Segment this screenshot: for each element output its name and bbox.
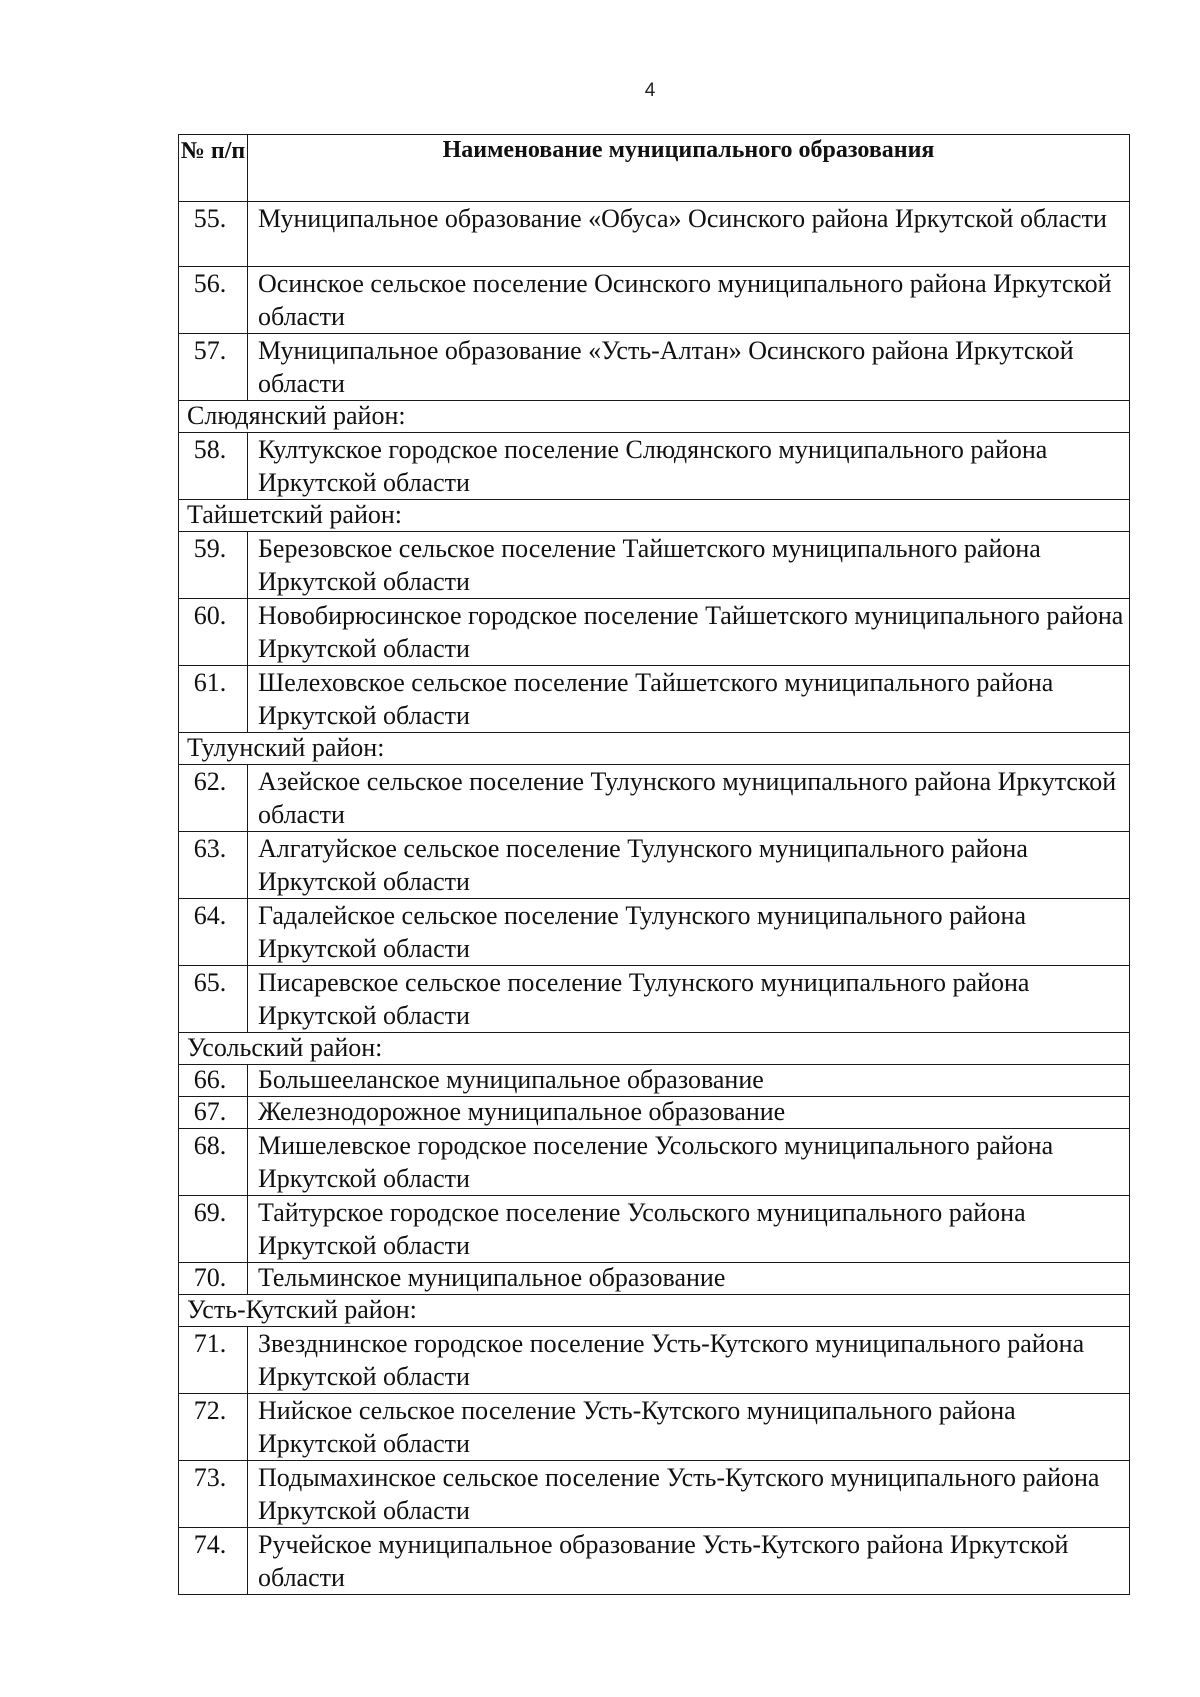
table-row <box>179 1461 1130 1528</box>
table-row <box>179 1528 1130 1595</box>
row-number: 67. <box>179 1097 248 1129</box>
municipality-name: Подымахинское сельское поселение Усть-Кутского муниципального района Иркутской области <box>248 1461 1130 1528</box>
table-row <box>179 1394 1130 1461</box>
municipalities-table <box>178 134 1130 1595</box>
district-row <box>179 500 1130 532</box>
row-number: 57. <box>179 334 248 401</box>
municipality-name: Шелеховское сельское поселение Тайшетского муниципального района Иркутской области <box>248 666 1130 733</box>
district-row <box>179 1033 1130 1065</box>
table-body <box>179 202 1130 1595</box>
row-number: 60. <box>179 599 248 666</box>
municipality-name: Ручейское муниципальное образование Усть-Кутского района Иркутской области <box>248 1528 1130 1595</box>
municipality-name: Писаревское сельское поселение Тулунского муниципального района Иркутской области <box>248 966 1130 1033</box>
row-number: 66. <box>179 1065 248 1097</box>
municipality-name: Железнодорожное муниципальное образование <box>248 1097 1130 1129</box>
table-row <box>179 1065 1130 1097</box>
municipality-name: Осинское сельское поселение Осинского муниципального района Иркутской области <box>248 267 1130 334</box>
row-number: 65. <box>179 966 248 1033</box>
table-row <box>179 267 1130 334</box>
row-number: 58. <box>179 433 248 500</box>
table-row <box>179 433 1130 500</box>
row-number: 68. <box>179 1129 248 1196</box>
table-row <box>179 1327 1130 1394</box>
table-row <box>179 832 1130 899</box>
municipality-name: Муниципальное образование «Обуса» Осинского района Иркутской области <box>248 202 1130 267</box>
table-row <box>179 899 1130 966</box>
district-label: Слюдянский район: <box>179 401 1130 433</box>
municipality-name: Березовское сельское поселение Тайшетского муниципального района Иркутской области <box>248 532 1130 599</box>
row-number: 73. <box>179 1461 248 1528</box>
district-label: Усть-Кутский район: <box>179 1295 1130 1327</box>
table-row <box>179 599 1130 666</box>
column-header-number: № п/п <box>179 135 248 202</box>
row-number: 63. <box>179 832 248 899</box>
district-row <box>179 401 1130 433</box>
row-number: 69. <box>179 1196 248 1263</box>
district-label: Тайшетский район: <box>179 500 1130 532</box>
row-number: 72. <box>179 1394 248 1461</box>
row-number: 61. <box>179 666 248 733</box>
municipality-name: Гадалейское сельское поселение Тулунского муниципального района Иркутской области <box>248 899 1130 966</box>
table-header-row <box>179 135 1130 202</box>
table-row <box>179 1263 1130 1295</box>
table-row <box>179 1196 1130 1263</box>
district-label: Тулунский район: <box>179 733 1130 765</box>
table-row <box>179 666 1130 733</box>
municipality-name: Мишелевское городское поселение Усольского муниципального района Иркутской области <box>248 1129 1130 1196</box>
row-number: 70. <box>179 1263 248 1295</box>
district-row <box>179 1295 1130 1327</box>
municipality-name: Алгатуйское сельское поселение Тулунского муниципального района Иркутской области <box>248 832 1130 899</box>
row-number: 56. <box>179 267 248 334</box>
municipality-name: Тайтурское городское поселение Усольского муниципального района Иркутской области <box>248 1196 1130 1263</box>
page-number: 4 <box>644 80 656 101</box>
column-header-name: Наименование муниципального образования <box>248 135 1130 202</box>
table-row <box>179 966 1130 1033</box>
municipality-name: Муниципальное образование «Усть-Алтан» Осинского района Иркутской области <box>248 334 1130 401</box>
district-label: Усольский район: <box>179 1033 1130 1065</box>
municipality-name: Азейское сельское поселение Тулунского муниципального района Иркутской области <box>248 765 1130 832</box>
table-row <box>179 532 1130 599</box>
municipality-name: Новобирюсинское городское поселение Тайшетского муниципального района Иркутской области <box>248 599 1130 666</box>
row-number: 59. <box>179 532 248 599</box>
municipality-name: Звезднинское городское поселение Усть-Кутского муниципального района Иркутской области <box>248 1327 1130 1394</box>
municipality-name: Тельминское муниципальное образование <box>248 1263 1130 1295</box>
municipality-name: Большееланское муниципальное образование <box>248 1065 1130 1097</box>
row-number: 71. <box>179 1327 248 1394</box>
table-row <box>179 1097 1130 1129</box>
table-row <box>179 202 1130 267</box>
table-row <box>179 1129 1130 1196</box>
row-number: 74. <box>179 1528 248 1595</box>
municipality-name: Култукское городское поселение Слюдянского муниципального района Иркутской области <box>248 433 1130 500</box>
district-row <box>179 733 1130 765</box>
municipality-name: Нийское сельское поселение Усть-Кутского муниципального района Иркутской области <box>248 1394 1130 1461</box>
table-row <box>179 334 1130 401</box>
table-row <box>179 765 1130 832</box>
row-number: 62. <box>179 765 248 832</box>
row-number: 55. <box>179 202 248 267</box>
row-number: 64. <box>179 899 248 966</box>
